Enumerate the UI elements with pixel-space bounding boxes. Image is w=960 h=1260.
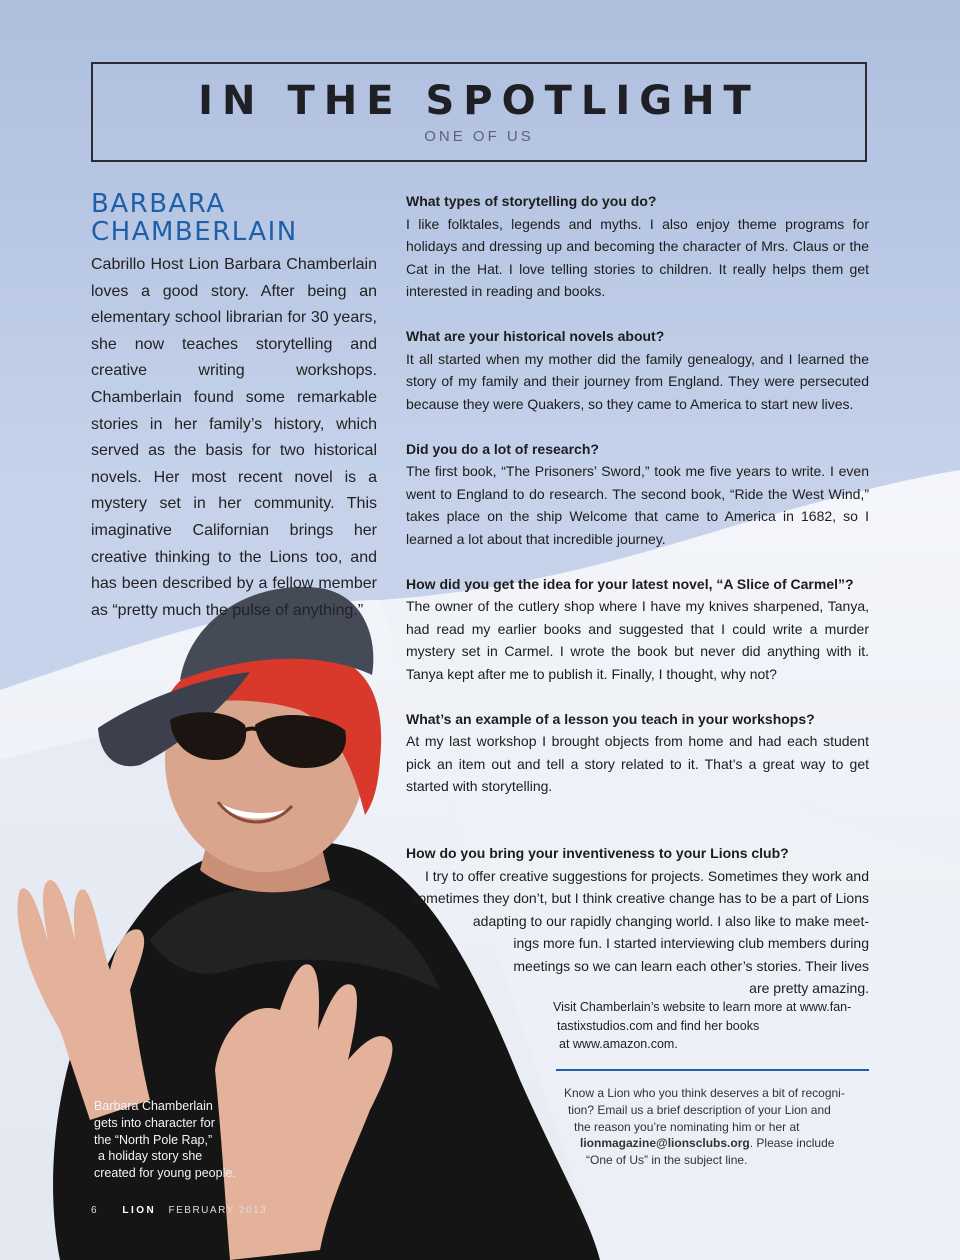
issue-date: FEBRUARY 2013 xyxy=(168,1205,268,1216)
answer-line: ings more fun. I started interviewing club members during xyxy=(513,935,869,951)
website-note-line: Visit Chamberlain’s website to learn more at www.fan- xyxy=(553,1000,852,1014)
caption-line: a holiday story she xyxy=(98,1149,203,1164)
website-note xyxy=(553,998,863,1054)
interview-qa xyxy=(406,190,869,820)
answer: It all started when my mother did the family genealogy, and I learned the story of my family and their journey from England. They were persecuted because they were Quakers, so they came to America to start new lives. xyxy=(406,350,869,412)
profile-name xyxy=(91,190,381,246)
website-note-line: at www.amazon.com. xyxy=(559,1037,678,1051)
nomination-line: “One of Us” in the subject line. xyxy=(586,1153,748,1168)
divider-rule xyxy=(556,1069,869,1071)
section-subtitle: ONE OF US xyxy=(424,128,534,145)
caption-line: the “North Pole Rap,” xyxy=(94,1132,213,1147)
nomination-line: Know a Lion who you think deserves a bit of recogni- xyxy=(564,1086,845,1100)
question: How do you bring your inventiveness to your Lions club? xyxy=(406,845,789,861)
question: What’s an example of a lesson you teach in your workshops? xyxy=(406,710,815,727)
profile-name-last: CHAMBERLAIN xyxy=(91,217,298,247)
page-footer xyxy=(91,1205,267,1216)
nomination-line: tion? Email us a brief description of your Lion and xyxy=(568,1102,831,1117)
photo-caption xyxy=(94,1098,264,1182)
closing-qa xyxy=(406,842,869,1000)
answer-line: adapting to our rapidly changing world. I also like to make meet- xyxy=(472,912,869,929)
caption-line: created for young people. xyxy=(94,1166,236,1181)
question: Did you do a lot of research? xyxy=(406,440,599,457)
email-link[interactable]: lionmagazine@lionsclubs.org xyxy=(580,1136,750,1151)
section-header xyxy=(91,62,867,162)
caption-line: Barbara Chamberlain xyxy=(94,1099,213,1113)
answer: I like folktales, legends and myths. I also enjoy theme programs for holidays and dressing up and becoming the character of Mrs. Claus or the Cat in the Hat. I love telling stories to children. It really helps them get interested in reading and books. xyxy=(406,215,869,299)
answer-line: sometimes they don’t, but I think creative change has to be a part of Lions xyxy=(411,890,869,906)
question: What are your historical novels about? xyxy=(406,328,665,344)
answer-line: I try to offer creative suggestions for projects. Sometimes they work and xyxy=(424,867,869,884)
question: How did you get the idea for your latest novel, “A Slice of Carmel”? xyxy=(406,575,854,592)
answer-line: meetings so we can learn each other’s stories. Their lives xyxy=(513,957,869,974)
nomination-note xyxy=(560,1085,860,1169)
answer: The owner of the cutlery shop where I have my knives sharpened, Tanya, had read my earlier books and suggested that I could write a murder mystery set in Carmel. I wrote the book but never did anything with it. Tanya kept after me to publish it. Finally, I thought, why not? xyxy=(406,598,869,682)
answer-line: are pretty amazing. xyxy=(749,980,869,996)
nomination-line xyxy=(560,1135,860,1152)
website-note-line: tastixstudios.com and find her books xyxy=(557,1018,760,1033)
question: What types of storytelling do you do? xyxy=(406,193,657,209)
nomination-line-tail: . Please include xyxy=(749,1136,835,1151)
nomination-line: the reason you’re nominating him or her at xyxy=(574,1119,800,1134)
caption-line: gets into character for xyxy=(94,1115,215,1130)
answer: At my last workshop I brought objects from home and had each student pick an item out and tell a story related to it. That’s a great way to get started with storytelling. xyxy=(406,733,869,794)
profile-intro: Cabrillo Host Lion Barbara Chamberlain loves a good story. After being an elementary school librarian for 30 years, she now teaches storytelling and creative writing workshops. Chamberlain found some remarkable stories in her family’s history, which served as the basis for two historical novels. Her most recent novel is a mystery set in her community. This imaginative Californian brings her creative thinking to the Lions too, and has been described by a fellow member as “pretty much the pulse of anything.” xyxy=(91,256,377,619)
profile-name-first: BARBARA xyxy=(91,189,226,219)
answer: The first book, “The Prisoners’ Sword,” took me five years to write. I even went to England to do research. The second book, “Ride the West Wind,” takes place on the ship Welcome that came to America in 1682, so I learned a lot about that incredible journey. xyxy=(406,463,869,547)
page-number: 6 xyxy=(91,1205,99,1216)
magazine-name: LION xyxy=(122,1205,157,1216)
section-title: IN THE SPOTLIGHT xyxy=(198,78,760,124)
